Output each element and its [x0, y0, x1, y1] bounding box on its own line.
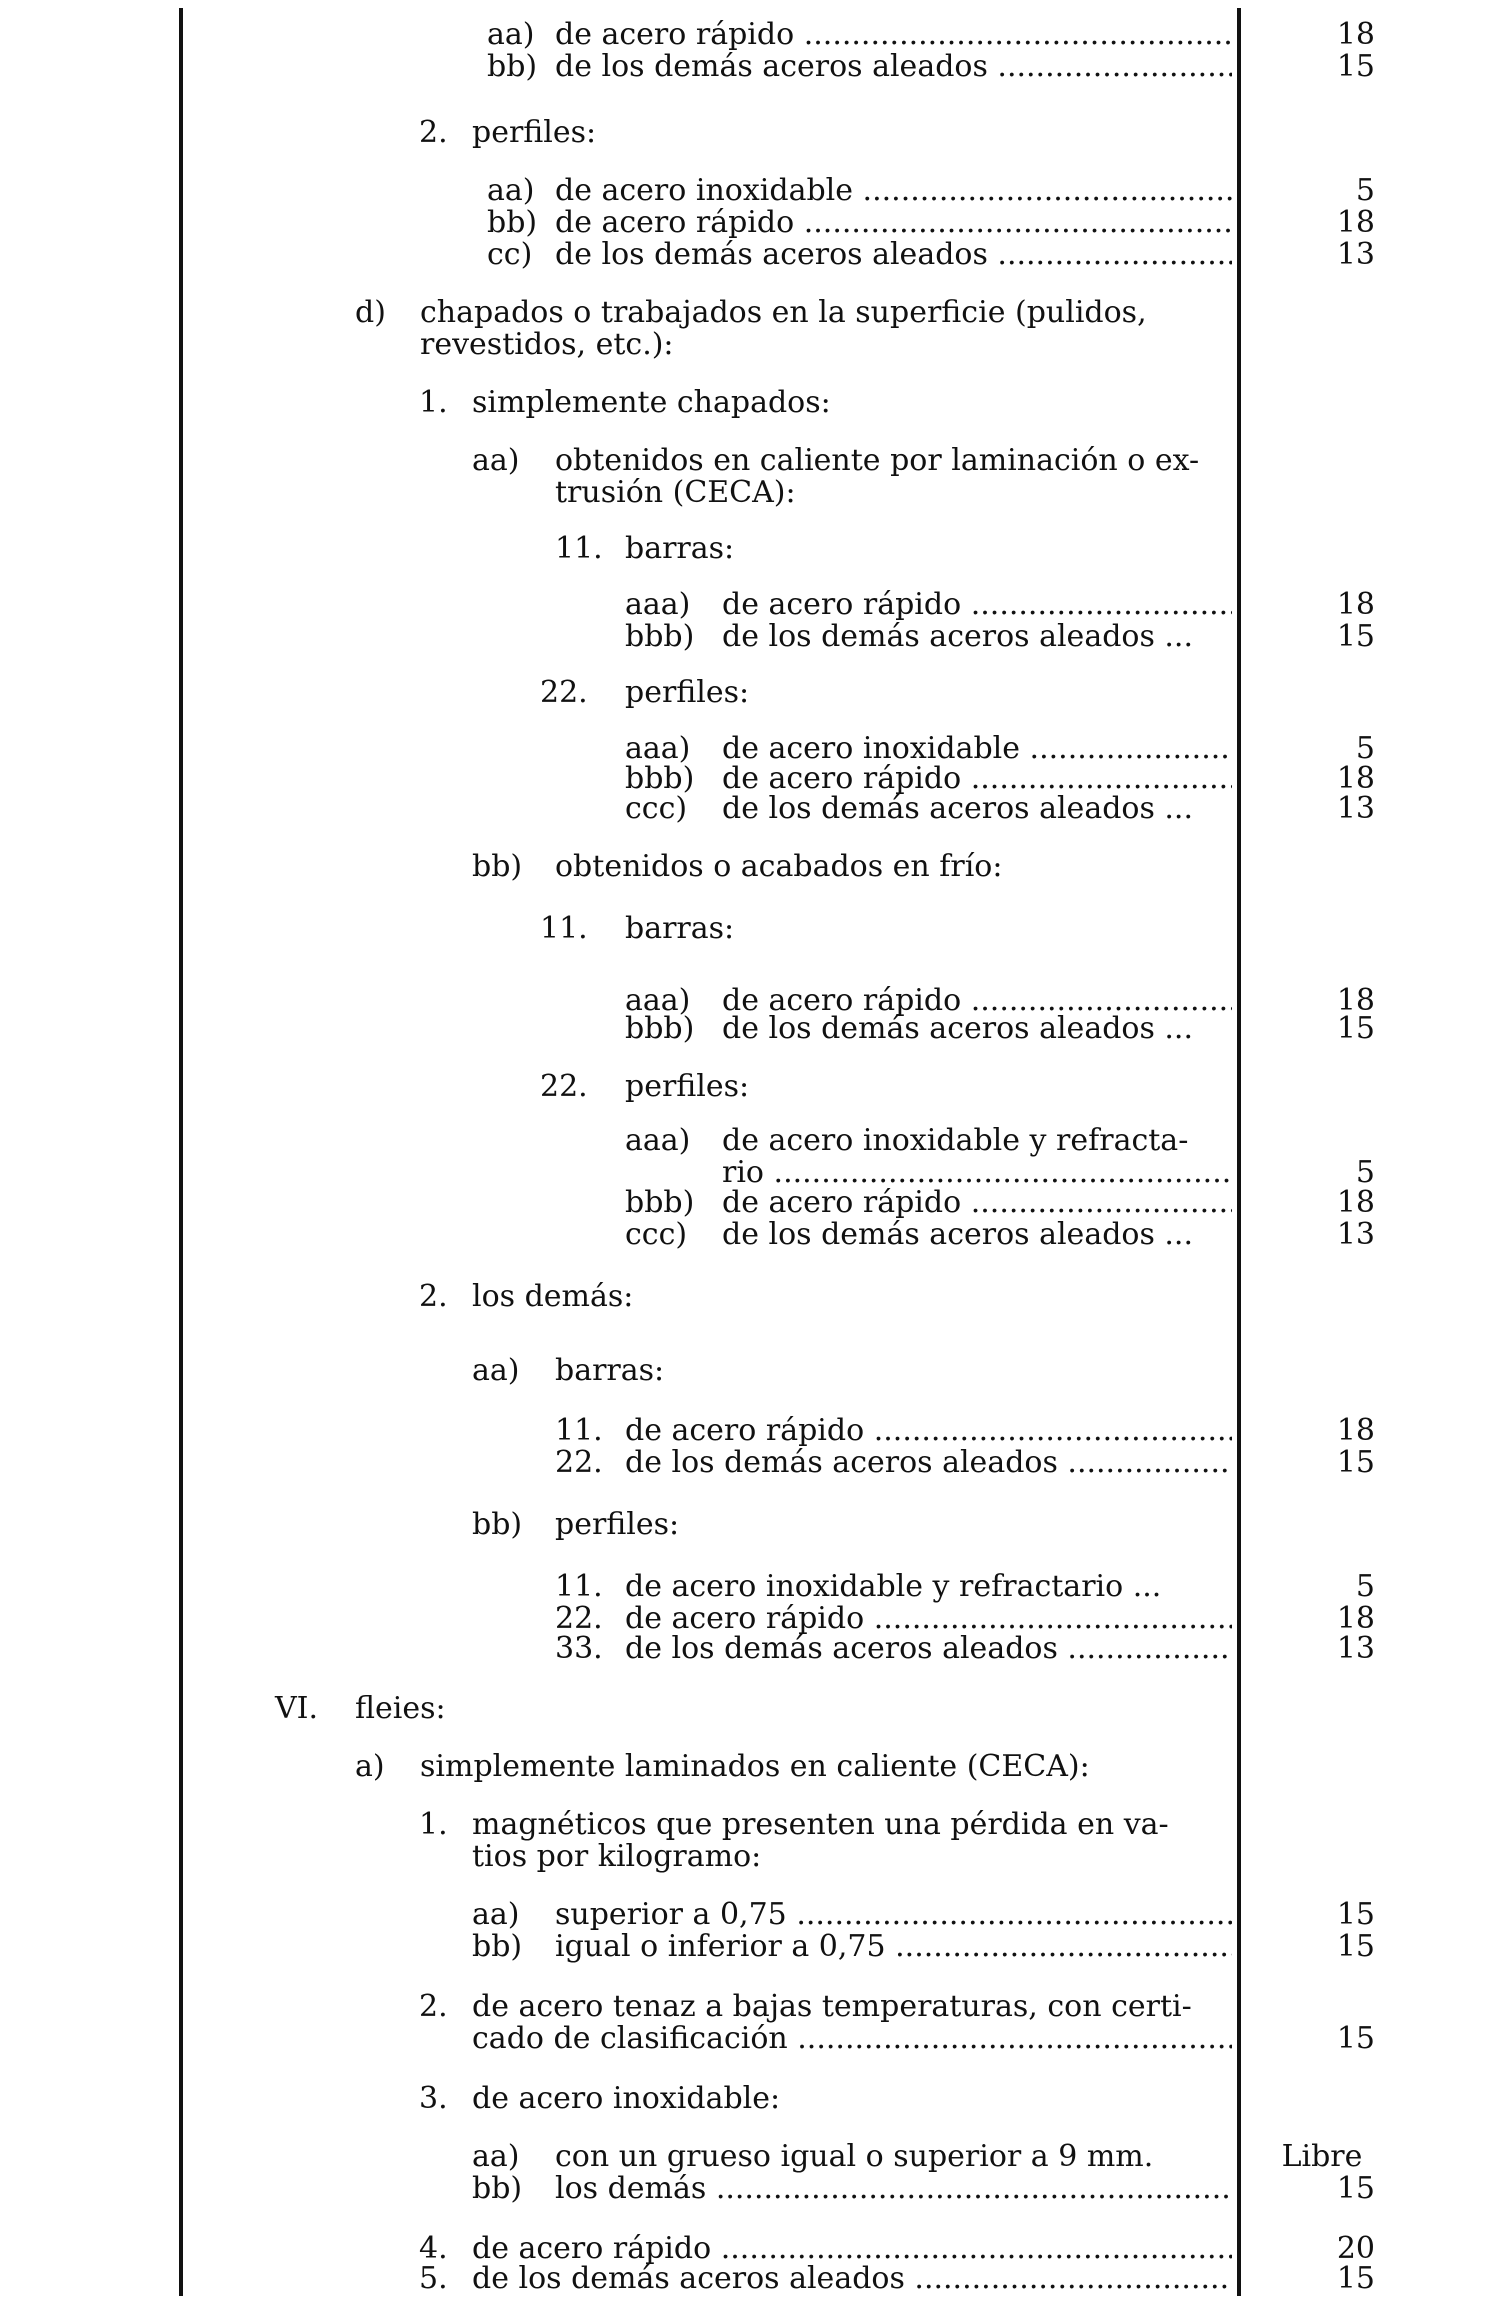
item-marker: 22. [555, 1601, 603, 1636]
duty-rate: 5 [1355, 173, 1375, 208]
item-description: de los demás aceros aleados ... [722, 791, 1194, 826]
item-description: con un grueso igual o superior a 9 mm. [555, 2139, 1154, 2174]
item-marker: ccc) [625, 791, 688, 826]
item-marker: bb) [472, 1507, 523, 1542]
item-marker: 2. [419, 1279, 448, 1314]
duty-rate: 13 [1336, 1217, 1375, 1252]
duty-rate: 18 [1336, 205, 1375, 240]
item-heading-continuation: tios por kilogramo: [472, 1839, 762, 1874]
section-number: VI. [275, 1691, 319, 1726]
item-heading: perfiles: [625, 675, 750, 710]
item-marker: 5. [419, 2261, 448, 2296]
item-marker: bb) [472, 1929, 523, 1964]
right-column-rule [1237, 8, 1241, 2296]
item-marker: 4. [419, 2231, 448, 2266]
duty-rate: 13 [1336, 1631, 1375, 1666]
item-description: igual o inferior a 0,75 ..... [555, 1931, 1232, 1963]
duty-rate: 20 [1336, 2231, 1375, 2266]
item-heading: magnéticos que presenten una pérdida en va- [472, 1807, 1169, 1842]
item-description: de acero tenaz a bajas temperaturas, con certi- [472, 1989, 1192, 2024]
item-description-continuation: rio ..... [722, 1157, 1232, 1189]
section-heading: fleies: [355, 1691, 446, 1726]
item-heading: de acero inoxidable: [472, 2081, 781, 2116]
item-description: de acero rápido ..... [722, 985, 1232, 1017]
item-heading-continuation: revestidos, etc.): [420, 327, 674, 362]
item-marker: 22. [540, 675, 588, 710]
item-marker: 2. [419, 115, 448, 150]
item-marker: bbb) [625, 761, 695, 796]
item-description: los demás ..... [555, 2173, 1232, 2205]
item-heading: perfiles: [472, 115, 597, 150]
duty-rate: 15 [1336, 1011, 1375, 1046]
duty-rate: 5 [1355, 1569, 1375, 1604]
item-description: de los demás aceros aleados ... [722, 1217, 1194, 1252]
duty-rate: 13 [1336, 791, 1375, 826]
duty-rate: 18 [1336, 983, 1375, 1018]
item-marker: 1. [419, 385, 448, 420]
item-marker: bb) [487, 205, 538, 240]
item-description: de acero rápido ..... [625, 1603, 1232, 1635]
item-marker: 2. [419, 1989, 448, 2024]
duty-rate: 15 [1336, 2171, 1375, 2206]
duty-rate: 15 [1336, 49, 1375, 84]
item-description: de acero rápido ..... [555, 207, 1232, 239]
duty-rate: 5 [1355, 1155, 1375, 1190]
item-heading-continuation: trusión (CECA): [555, 475, 796, 510]
item-marker: bbb) [625, 1185, 695, 1220]
item-description: de los demás aceros aleados ... [722, 1011, 1194, 1046]
item-heading: obtenidos en caliente por laminación o ex- [555, 443, 1200, 478]
duty-rate: 5 [1355, 731, 1375, 766]
item-description: de los demás aceros aleados ..... [555, 239, 1232, 271]
item-marker: bbb) [625, 619, 695, 654]
item-description: de acero inoxidable ..... [555, 175, 1232, 207]
item-marker: 11. [555, 531, 603, 566]
item-description: de acero inoxidable y refracta- [722, 1123, 1189, 1158]
item-marker: aa) [472, 1897, 520, 1932]
item-marker: aa) [472, 1353, 520, 1388]
item-description: de los demás aceros aleados ... [722, 619, 1194, 654]
item-description: de acero rápido ..... [722, 763, 1232, 795]
item-heading: barras: [555, 1353, 665, 1388]
item-description: de los demás aceros aleados ..... [625, 1447, 1232, 1479]
item-marker: aa) [472, 443, 520, 478]
item-heading: perfiles: [555, 1507, 680, 1542]
duty-rate: 18 [1336, 17, 1375, 52]
duty-rate: 13 [1336, 237, 1375, 272]
item-description: de acero rápido ..... [472, 2233, 1232, 2265]
item-marker: cc) [487, 237, 533, 272]
item-heading: obtenidos o acabados en frío: [555, 849, 1003, 884]
duty-rate: 15 [1336, 1445, 1375, 1480]
item-marker: 11. [540, 911, 588, 946]
duty-rate: 15 [1336, 2261, 1375, 2296]
item-description: de acero inoxidable y refractario ... [625, 1569, 1162, 1604]
item-marker: bbb) [625, 1011, 695, 1046]
duty-rate: 18 [1336, 1601, 1375, 1636]
item-marker: ccc) [625, 1217, 688, 1252]
item-description: de acero rápido ..... [625, 1415, 1232, 1447]
duty-rate: 18 [1336, 1185, 1375, 1220]
item-description: superior a 0,75 ..... [555, 1899, 1232, 1931]
item-heading: simplemente chapados: [472, 385, 831, 420]
item-marker: d) [355, 295, 386, 330]
item-description: de acero inoxidable ..... [722, 733, 1232, 765]
left-column-rule [179, 8, 183, 2296]
item-marker: aaa) [625, 587, 691, 622]
item-marker: aa) [472, 2139, 520, 2174]
duty-rate: 18 [1336, 1413, 1375, 1448]
item-marker: aa) [487, 173, 535, 208]
item-marker: bb) [472, 2171, 523, 2206]
item-marker: 22. [555, 1445, 603, 1480]
duty-rate: Libre [1281, 2139, 1363, 2174]
item-marker: 11. [555, 1569, 603, 1604]
duty-rate: 15 [1336, 1929, 1375, 1964]
item-marker: bb) [487, 49, 538, 84]
item-description: de acero rápido ..... [722, 1187, 1232, 1219]
item-heading: barras: [625, 531, 735, 566]
duty-rate: 15 [1336, 619, 1375, 654]
item-heading: los demás: [472, 1279, 634, 1314]
item-description-continuation: cado de clasificación ..... [472, 2023, 1232, 2055]
item-marker: 3. [419, 2081, 448, 2116]
duty-rate: 15 [1336, 1897, 1375, 1932]
item-marker: 11. [555, 1413, 603, 1448]
item-marker: aa) [487, 17, 535, 52]
item-description: de acero rápido ..... [555, 19, 1232, 51]
duty-rate: 18 [1336, 587, 1375, 622]
item-description: de acero rápido ..... [722, 589, 1232, 621]
item-description: de los demás aceros aleados ..... [625, 1633, 1232, 1665]
duty-rate: 15 [1336, 2021, 1375, 2056]
item-heading: simplemente laminados en caliente (CECA): [420, 1749, 1090, 1784]
item-marker: aaa) [625, 731, 691, 766]
item-description: de los demás aceros aleados ..... [555, 51, 1232, 83]
duty-rate: 18 [1336, 761, 1375, 796]
item-marker: bb) [472, 849, 523, 884]
item-marker: a) [355, 1749, 385, 1784]
item-heading: chapados o trabajados en la superficie (pulidos, [420, 295, 1147, 330]
item-marker: 22. [540, 1069, 588, 1104]
item-marker: 1. [419, 1807, 448, 1842]
item-description: de los demás aceros aleados ..... [472, 2263, 1232, 2295]
item-marker: 33. [555, 1631, 603, 1666]
item-marker: aaa) [625, 1123, 691, 1158]
item-heading: perfiles: [625, 1069, 750, 1104]
item-heading: barras: [625, 911, 735, 946]
item-marker: aaa) [625, 983, 691, 1018]
